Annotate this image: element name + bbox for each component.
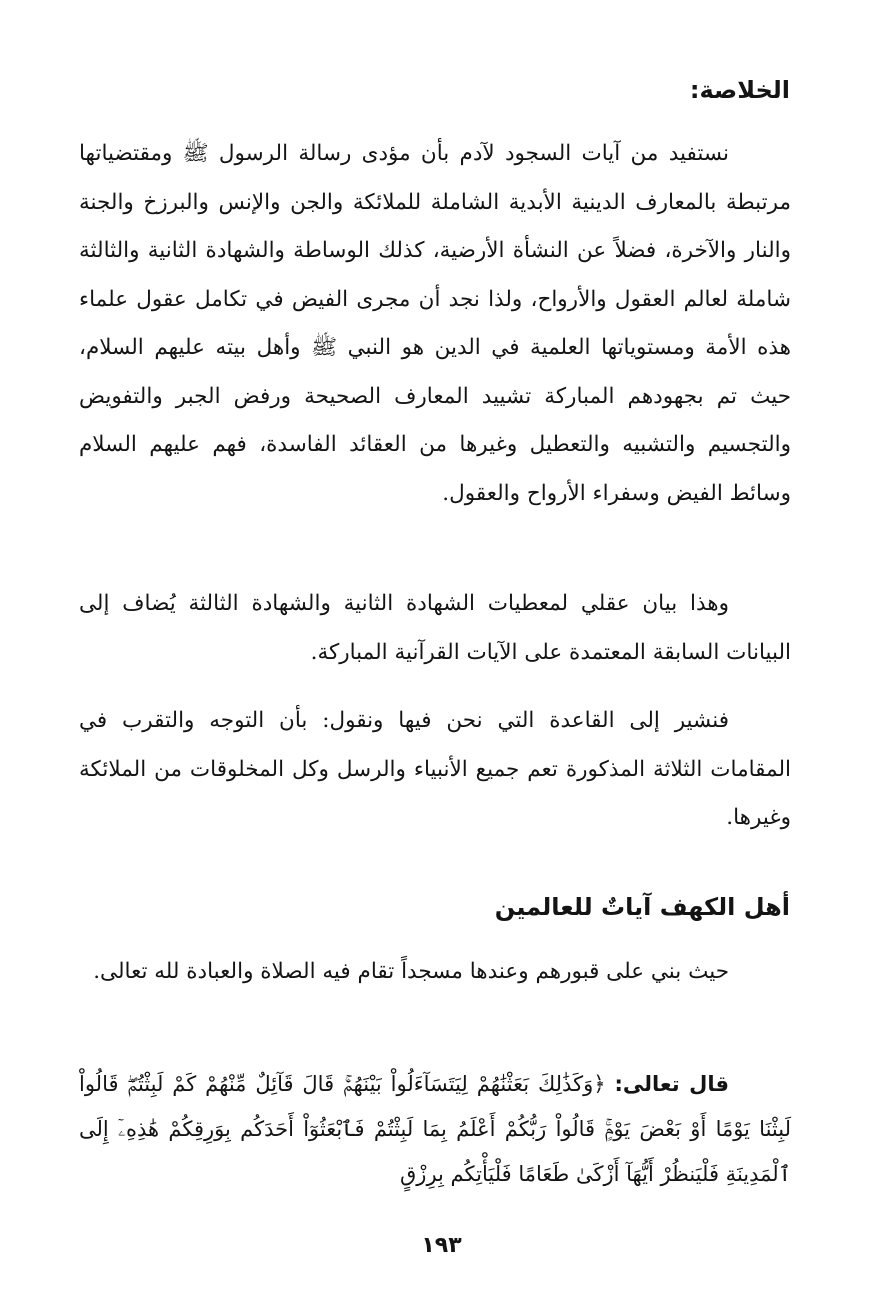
quran-quote-paragraph	[79, 1062, 791, 1197]
quran-verse-text: ﴿وَكَذَٰلِكَ بَعَثْنَٰهُمْ لِيَتَسَآءَلُواْ بَيْنَهُمْۚ قَالَ قَآئِلٌ مِّنْهُمْ كَمْ لَبِثْتُمْۖ قَالُواْ لَبِثْنَا يَوْمًا أَوْ بَعْضَ يَوْمٍۚ قَالُواْ رَبُّكُمْ أَعْلَمُ بِمَا لَبِثْتُمْ فَٱبْعَثُوٓاْ أَحَدَكُم بِوَرِقِكُمْ هَٰذِهِۦٓ إِلَى ٱلْمَدِينَةِ فَلْيَنظُرْ أَيُّهَآ أَزْكَىٰ طَعَامًا فَلْيَأْتِكُم بِرِزْقٍ	[79, 1072, 791, 1186]
summary-heading: الخلاصة:	[689, 76, 790, 104]
quote-lead: قال تعالى:	[614, 1072, 729, 1096]
summary-paragraph-1: نستفيد من آيات السجود لآدم بأن مؤدى رسالة الرسول ﷺ ومقتضياتها مرتبطة بالمعارف الدينية الأبدية الشاملة للملائكة والجن والإنس والبرزخ والجنة والنار والآخرة، فضلاً عن النشأة الأرضية، كذلك الوساطة والشهادة الثانية والثالثة شاملة لعالم العقول والأرواح، ولذا نجد أن مجرى الفيض في تكامل عقول علماء هذه الأمة ومستوياتها العلمية في الدين هو النبي ﷺ وأهل بيته عليهم السلام، حيث تم بجهودهم المباركة تشييد المعارف الصحيحة ورفض الجبر والتفويض والتجسيم والتشبيه والتعطيل وغيرها من العقائد الفاسدة، فهم عليهم السلام وسائط الفيض وسفراء الأرواح والعقول.	[79, 141, 791, 506]
cave-people-heading: أهل الكهف آياتٌ للعالمين	[494, 893, 790, 921]
summary-paragraph-2: وهذا بيان عقلي لمعطيات الشهادة الثانية والشهادة الثالثة يُضاف إلى البيانات السابقة المعتمدة على الآيات القرآنية المباركة.	[79, 591, 791, 665]
page-number: ١٩٣	[421, 1233, 462, 1258]
cave-people-paragraph: حيث بني على قبورهم وعندها مسجداً تقام فيه الصلاة والعبادة لله تعالى.	[93, 959, 729, 984]
summary-paragraph-3: فنشير إلى القاعدة التي نحن فيها ونقول: بأن التوجه والتقرب في المقامات الثلاثة المذكورة تعم جميع الأنبياء والرسل وكل المخلوقات من الملائكة وغيرها.	[79, 708, 791, 830]
